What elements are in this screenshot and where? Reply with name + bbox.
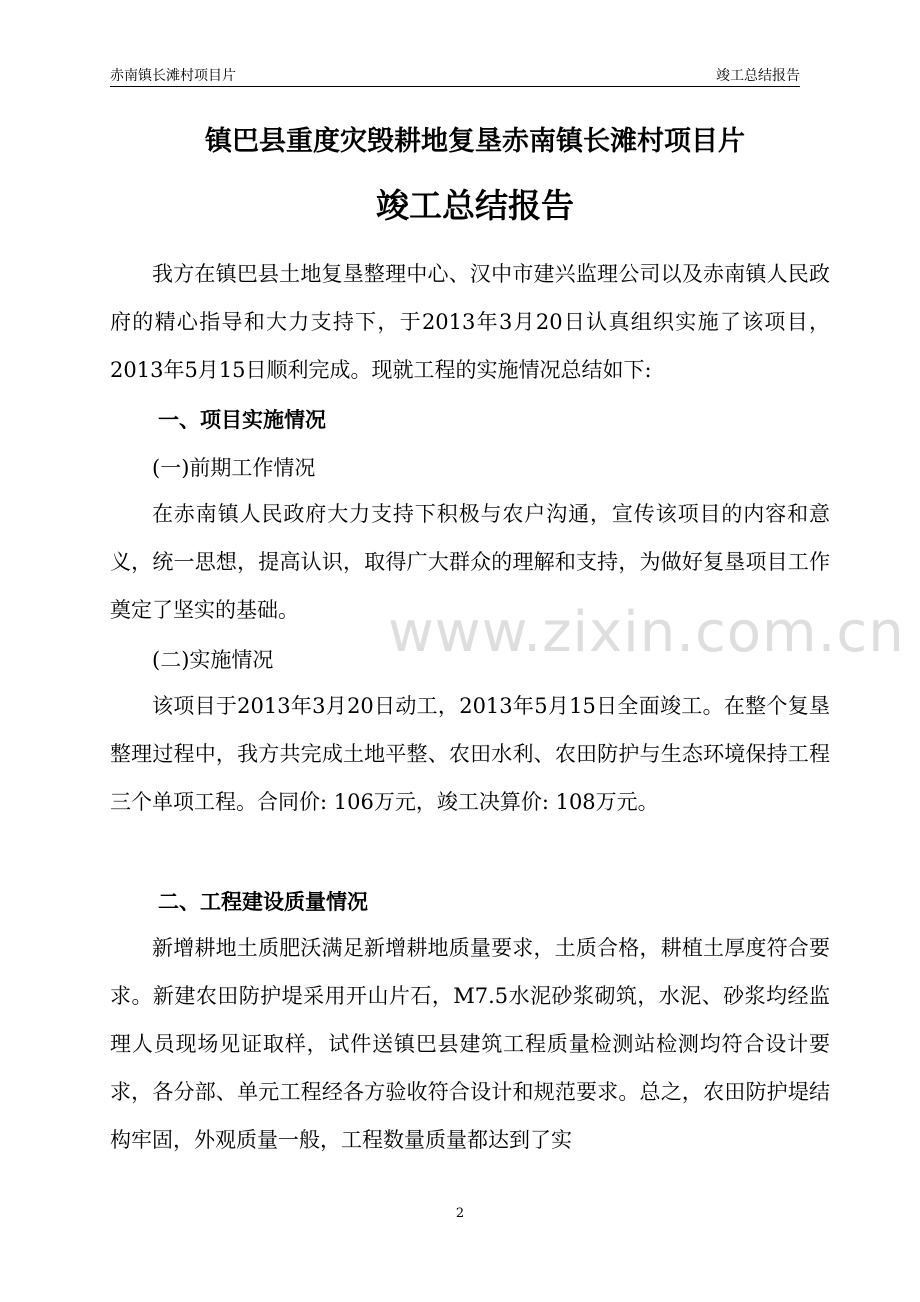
- section2-paragraph: 新增耕地土质肥沃满足新增耕地质量要求，土质合格，耕植土厚度符合要求。新建农田防护堤采用开山片石，M7.5水泥砂浆砌筑，水泥、砂浆均经监理人员现场见证取样，试件送镇巴县建筑工程质量检测站检测均符合设计要求，各分部、单元工程经各方验收符合设计和规范要求。总之，农田防护堤结构牢固，外观质量一般，工程数量质量都达到了实: [110, 936, 830, 1152]
- section1-sub1-paragraph: 在赤南镇人民政府大力支持下积极与农户沟通，宣传该项目的内容和意义，统一思想，提高认识，取得广大群众的理解和支持，为做好复垦项目工作奠定了坚实的基础。: [110, 502, 830, 622]
- section1-sub1-heading: (一)前期工作情况: [152, 456, 316, 480]
- intro-paragraph: 我方在镇巴县土地复垦整理中心、汉中市建兴监理公司以及赤南镇人民政府的精心指导和大力支持下，于2013年3月20日认真组织实施了该项目，2013年5月15日顺利完成。现就工程的实施情况总结如下:: [110, 262, 830, 382]
- page-header: [110, 66, 800, 87]
- section2-heading: 二、工程建设质量情况: [158, 890, 368, 914]
- section1-sub2-paragraph: 该项目于2013年3月20日动工，2013年5月15日全面竣工。在整个复垦整理过程中，我方共完成土地平整、农田水利、农田防护与生态环境保持工程三个单项工程。合同价: 106万元，竣工决算价: 108万元。: [110, 694, 830, 814]
- header-left-text: 赤南镇长滩村项目片: [110, 68, 236, 84]
- document-title-line2: 竣工总结报告: [376, 186, 574, 225]
- page-number: 2: [455, 1206, 465, 1221]
- document-title-line1: 镇巴县重度灾毁耕地复垦赤南镇长滩村项目片: [205, 126, 745, 157]
- section1-heading: 一、项目实施情况: [158, 408, 326, 432]
- section1-sub2-heading: (二)实施情况: [152, 648, 274, 672]
- header-right-text: 竣工总结报告: [716, 68, 800, 84]
- watermark: www.zixin.com.cn: [388, 600, 905, 665]
